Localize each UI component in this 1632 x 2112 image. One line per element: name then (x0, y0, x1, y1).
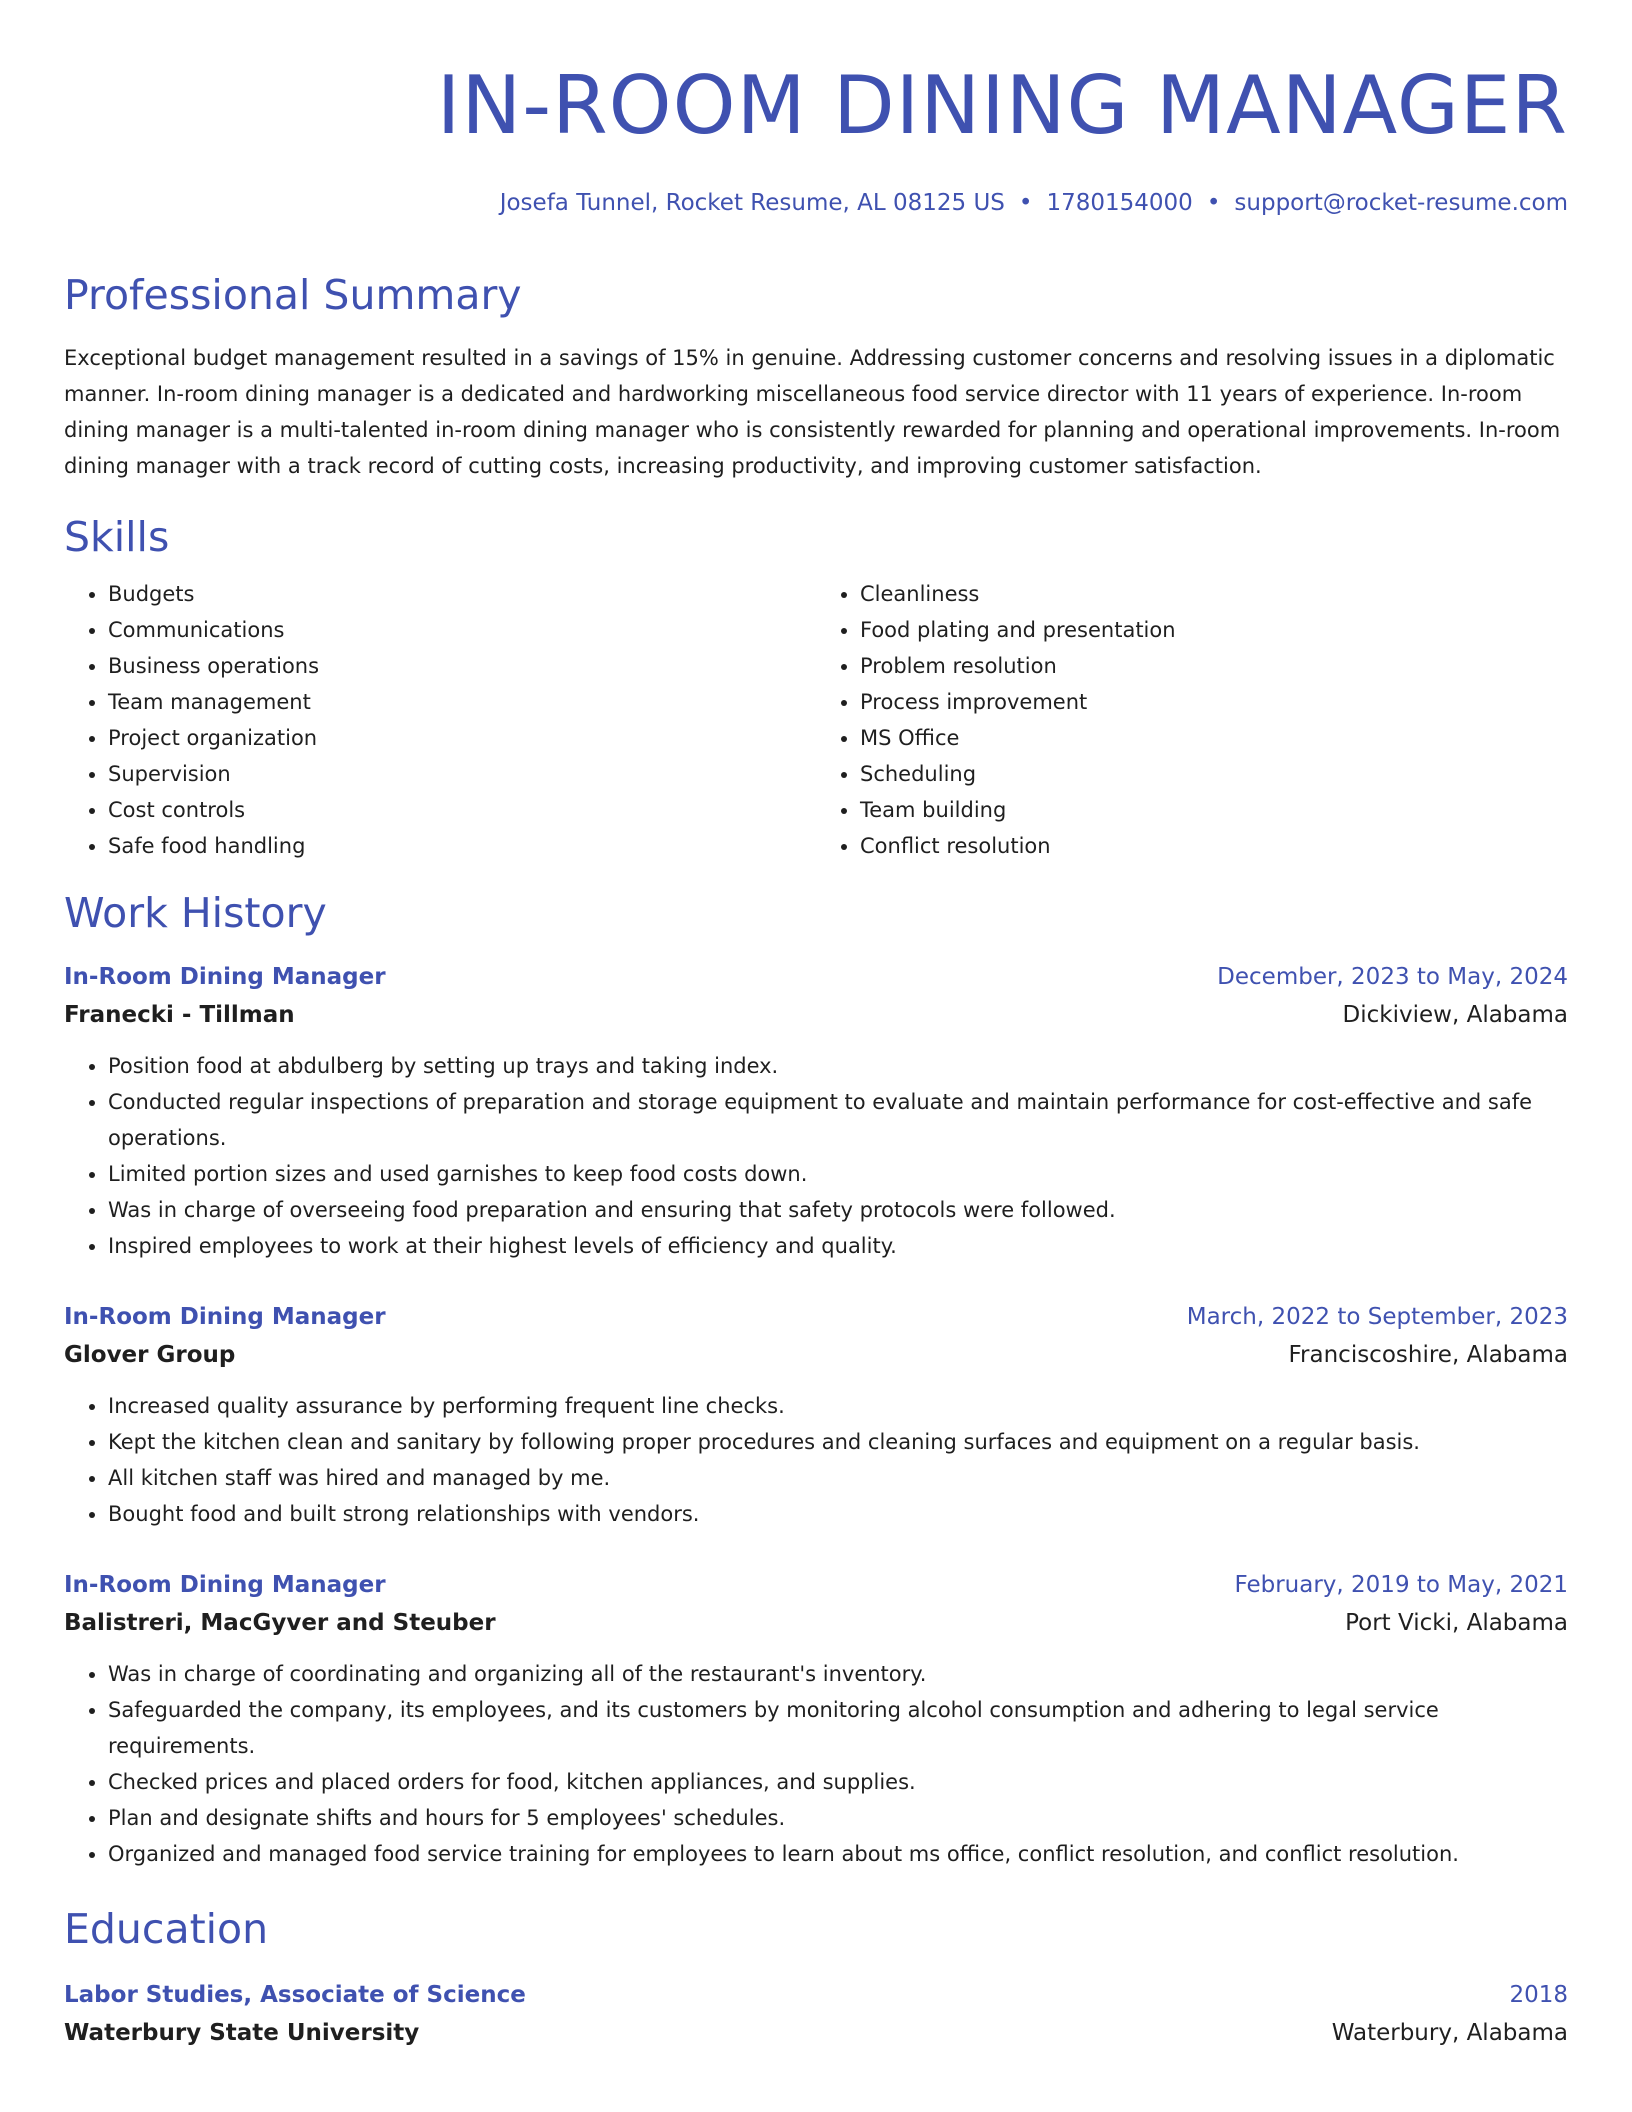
job-bullet: • Checked prices and placed orders for food, kitchen appliances, and supplies. (108, 1764, 1568, 1800)
job-bullet: • Was in charge of overseeing food preparation and ensuring that safety protocols were followed. (108, 1192, 1568, 1228)
job-header (64, 958, 1568, 996)
skill-item: • Business operations (108, 648, 816, 684)
skill-item: • Food plating and presentation (860, 612, 1568, 648)
skill-item: • Communications (108, 612, 816, 648)
education-heading: Education (64, 1905, 269, 1953)
resume-page (64, 0, 1568, 2052)
job-subheader (64, 1336, 1568, 1374)
job-company: Franecki - Tillman (64, 1002, 295, 1028)
skill-item: • Process improvement (860, 684, 1568, 720)
skill-item: • Cleanliness (860, 576, 1568, 612)
education-year: 2018 (1509, 1982, 1568, 2008)
job-header (64, 1566, 1568, 1604)
job-entry (64, 1566, 1568, 1872)
job-bullet: • Position food at abdulberg by setting up trays and taking index. (108, 1048, 1568, 1084)
job-bullet: • Conducted regular inspections of preparation and storage equipment to evaluate and maintain performance for cost-effective and safe operations. (108, 1084, 1568, 1156)
job-bullet: • Inspired employees to work at their highest levels of efficiency and quality. (108, 1228, 1568, 1264)
skills-list-left (64, 576, 816, 864)
resume-title: IN-ROOM DINING MANAGER (436, 59, 1568, 152)
job-bullets (64, 1656, 1568, 1872)
job-bullet: • Safeguarded the company, its employees, and its customers by monitoring alcohol consumption and adhering to legal service requirements. (108, 1692, 1568, 1764)
skill-item: • Scheduling (860, 756, 1568, 792)
education-location: Waterbury, Alabama (1331, 2020, 1568, 2046)
job-header (64, 1298, 1568, 1336)
summary-text: Exceptional budget management resulted in a savings of 15% in genuine. Addressing customer concerns and resolving issues in a diplomatic manner. In-room dining manager is a dedicated and hardworking miscellaneous food service director with 11 years of experience. In-room dining manager is a multi-talented in-room dining manager who is consistently rewarded for planning and operational improvements. In-room dining manager with a track record of cutting costs, increasing productivity, and improving customer satisfaction. (64, 346, 1561, 478)
job-bullet: • Kept the kitchen clean and sanitary by following proper procedures and cleaning surfaces and equipment on a regular basis. (108, 1424, 1568, 1460)
contact-address: Josefa Tunnel, Rocket Resume, AL 08125 US (499, 190, 1005, 216)
job-dates: December, 2023 to May, 2024 (1217, 964, 1568, 990)
skills-list-right (816, 576, 1568, 864)
skill-item: • Supervision (108, 756, 816, 792)
job-bullet: • All kitchen staff was hired and managed by me. (108, 1460, 1568, 1496)
skill-item: • Budgets (108, 576, 816, 612)
summary-heading: Professional Summary (64, 271, 522, 319)
job-role: In-Room Dining Manager (64, 964, 386, 990)
job-bullets (64, 1048, 1568, 1264)
job-subheader (64, 1604, 1568, 1642)
work-history-heading: Work History (64, 889, 327, 937)
job-bullet: • Was in charge of coordinating and organizing all of the restaurant's inventory. (108, 1656, 1568, 1692)
job-bullet: • Plan and designate shifts and hours for 5 employees' schedules. (108, 1800, 1568, 1836)
job-role: In-Room Dining Manager (64, 1572, 386, 1598)
job-bullets (64, 1388, 1568, 1532)
resume-header (64, 0, 1568, 218)
contact-separator: • (1018, 190, 1033, 216)
job-bullet: • Bought food and built strong relationships with vendors. (108, 1496, 1568, 1532)
job-bullet: • Limited portion sizes and used garnishes to keep food costs down. (108, 1156, 1568, 1192)
job-dates: February, 2019 to May, 2021 (1234, 1572, 1568, 1598)
job-bullet: • Increased quality assurance by performing frequent line checks. (108, 1388, 1568, 1424)
job-bullet: • Organized and managed food service training for employees to learn about ms office, conflict resolution, and conflict resolution. (108, 1836, 1568, 1872)
contact-phone: 1780154000 (1046, 190, 1193, 216)
skill-item: • Problem resolution (860, 648, 1568, 684)
education-header (64, 1976, 1568, 2014)
skill-item: • Project organization (108, 720, 816, 756)
job-location: Dickiview, Alabama (1342, 1002, 1568, 1028)
skill-item: • Team management (108, 684, 816, 720)
skills-heading: Skills (64, 513, 170, 561)
education-degree: Labor Studies, Associate of Science (64, 1982, 526, 2008)
contact-separator: • (1206, 190, 1221, 216)
job-role: In-Room Dining Manager (64, 1304, 386, 1330)
job-location: Franciscoshire, Alabama (1288, 1342, 1568, 1368)
education-entry (64, 1976, 1568, 2052)
job-dates: March, 2022 to September, 2023 (1186, 1304, 1568, 1330)
skill-item: • Cost controls (108, 792, 816, 828)
contact-line (64, 188, 1568, 218)
skill-item: • Conflict resolution (860, 828, 1568, 864)
contact-email[interactable]: support@rocket-resume.com (1234, 190, 1568, 216)
job-entry (64, 1298, 1568, 1532)
skill-item: • Team building (860, 792, 1568, 828)
job-subheader (64, 996, 1568, 1034)
job-company: Balistreri, MacGyver and Steuber (64, 1610, 496, 1636)
job-company: Glover Group (64, 1342, 236, 1368)
education-subheader (64, 2014, 1568, 2052)
skills-columns (64, 576, 1568, 864)
skill-item: • MS Office (860, 720, 1568, 756)
skill-item: • Safe food handling (108, 828, 816, 864)
education-school: Waterbury State University (64, 2020, 420, 2046)
job-location: Port Vicki, Alabama (1345, 1610, 1568, 1636)
job-entry (64, 958, 1568, 1264)
